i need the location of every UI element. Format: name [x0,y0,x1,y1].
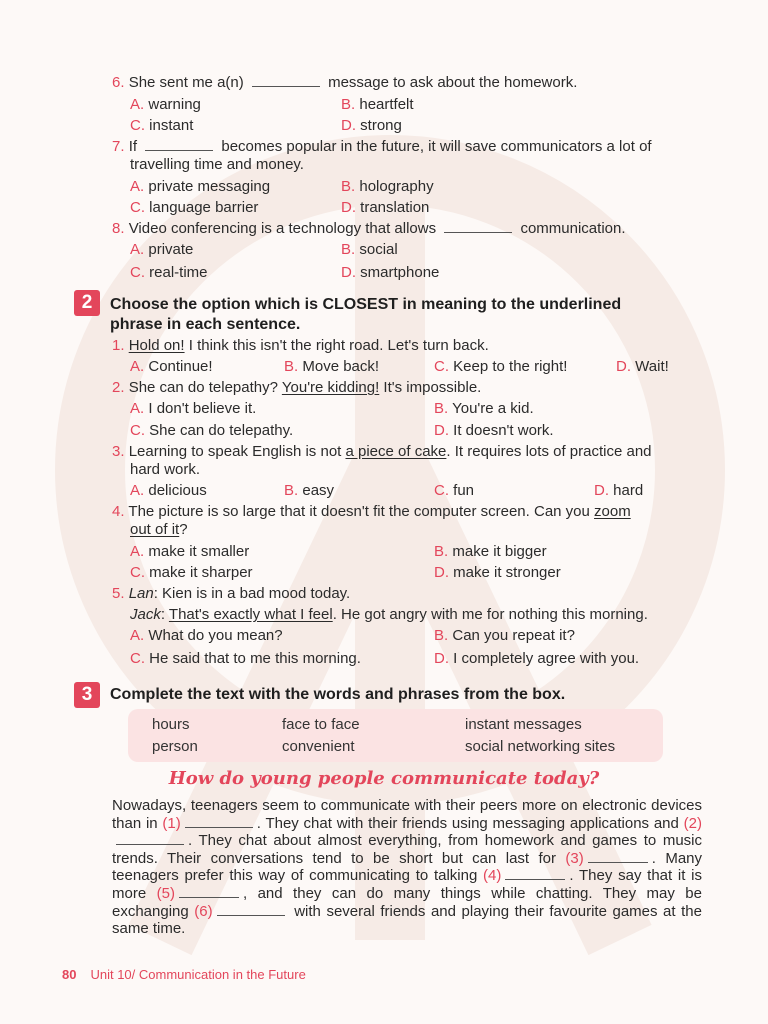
answer-blank [145,139,213,151]
page-footer [62,966,306,984]
exercise-3-title: Complete the text with the words and phrases from the box. [110,686,566,703]
option-a[interactable]: A. delicious [130,482,207,499]
option-b[interactable]: B. make it bigger [434,543,547,560]
answer-blank[interactable] [588,851,648,863]
option-a[interactable]: A. Continue! [130,358,213,375]
question-text: message to ask about the homework. [328,74,578,91]
option-a[interactable]: A. private [130,241,194,258]
answer-blank[interactable] [116,833,184,845]
option-c[interactable]: C. instant [130,117,194,134]
option-c[interactable]: C. language barrier [130,199,259,216]
exercise-2-title-line2: phrase in each sentence. [110,316,301,333]
ex2-question-5: 5. Lan: Kien is in a bad mood today. [112,585,351,602]
word-box-item: convenient [282,738,355,755]
blank-number: (2) [683,814,702,832]
option-b[interactable]: B. easy [284,482,335,499]
underlined-phrase: Hold on! [128,337,185,354]
option-b[interactable]: B. You're a kid. [434,400,534,417]
underlined-phrase: You're kidding! [281,379,380,396]
question-text: She sent me a(n) [128,74,244,91]
underlined-phrase: out of it [130,521,180,538]
option-b[interactable]: B. heartfelt [341,96,414,113]
answer-blank[interactable] [179,886,239,898]
exercise-3-badge: 3 [74,682,100,708]
option-a[interactable]: A. private messaging [130,178,271,195]
blank-number: (6) [194,902,213,920]
passage-title: How do young people communicate today? [168,768,600,789]
word-box-item: instant messages [465,716,582,733]
blank-number: (3) [565,849,584,867]
answer-blank[interactable] [217,904,285,916]
exercise-2-title: Choose the option which is CLOSEST in meaning to the underlined [110,296,622,313]
option-c[interactable]: C. make it sharper [130,564,253,581]
page-number: 80 [62,967,77,982]
ex2-question-4: 4. The picture is so large that it doesn't fit the computer screen. Can you zoom [112,503,631,520]
option-a[interactable]: A. warning [130,96,201,113]
word-box-item: person [152,738,198,755]
blank-number: (4) [483,867,502,885]
option-d[interactable]: D. smartphone [341,264,440,281]
underlined-phrase: zoom [594,503,631,520]
question-number: 6. [112,74,125,91]
answer-blank [252,75,320,87]
question-number: 8. [112,220,125,237]
word-box-item: social networking sites [465,738,616,755]
option-a[interactable]: A. What do you mean? [130,627,283,644]
option-d[interactable]: D. hard [594,482,644,499]
passage-paragraph: Nowadays, teenagers seem to communicate with their peers more on electronic devices than in (1) . They chat with their friends using messaging applications and (2). They chat about almost everything, from homework and games to music trends. Their conversations tend to be short but can last for (3) . Many teenagers prefer this way of communicating to talking (4) . They say that it is more (5) , and they can do many things while chatting. They may be exchanging (6) with several friends and playing their favourite games at the same time. [112,797,703,938]
underlined-phrase: That's exactly what I feel [168,606,333,623]
option-d[interactable]: D. strong [341,117,402,134]
question-6 [112,74,577,92]
option-c[interactable]: C. Keep to the right! [434,358,568,375]
option-d[interactable]: D. I completely agree with you. [434,650,640,667]
question-7 [112,138,652,156]
option-b[interactable]: B. Can you repeat it? [434,627,575,644]
unit-title: Unit 10/ Communication in the Future [90,967,306,982]
exercise-2-badge: 2 [74,290,100,316]
option-c[interactable]: C. She can do telepathy. [130,422,294,439]
word-box-item: face to face [282,716,360,733]
speaker-name: Lan [128,585,154,602]
answer-blank[interactable] [185,816,253,828]
question-text: Video conferencing is a technology that allows [128,220,437,237]
question-text-line2: travelling time and money. [130,156,304,173]
answer-blank[interactable] [505,868,565,880]
question-8 [112,220,626,238]
option-a[interactable]: A. make it smaller [130,543,250,560]
option-b[interactable]: B. Move back! [284,358,380,375]
answer-blank [444,221,512,233]
ex2-question-1: 1. Hold on! I think this isn't the right road. Let's turn back. [112,337,489,354]
blank-number: (5) [156,884,175,902]
option-c[interactable]: C. real-time [130,264,208,281]
question-text-line2: hard work. [130,461,201,478]
ex2-question-3: 3. Learning to speak English is not a piece of cake. It requires lots of practice and [112,443,652,460]
ex2-question-2: 2. She can do telepathy? You're kidding! It's impossible. [112,379,482,396]
option-d[interactable]: D. It doesn't work. [434,422,554,439]
option-d[interactable]: D. Wait! [616,358,669,375]
option-d[interactable]: D. make it stronger [434,564,561,581]
blank-number: (1) [162,814,181,832]
question-number: 7. [112,138,125,155]
option-b[interactable]: B. social [341,241,398,258]
option-b[interactable]: B. holography [341,178,434,195]
word-box [128,709,663,762]
question-text: If [128,138,138,155]
word-box-item: hours [152,716,190,733]
option-d[interactable]: D. translation [341,199,430,216]
option-a[interactable]: A. I don't believe it. [130,400,257,417]
underlined-phrase: a piece of cake [345,443,447,460]
speaker-name: Jack [130,606,161,623]
option-c[interactable]: C. He said that to me this morning. [130,650,361,667]
question-text: becomes popular in the future, it will save communicators a lot of [221,138,652,155]
question-text: communication. [520,220,626,237]
dialogue-line-2: Jack: That's exactly what I feel. He got angry with me for nothing this morning. [130,606,648,623]
option-c[interactable]: C. fun [434,482,475,499]
question-text-line2: out of it? [130,521,188,538]
